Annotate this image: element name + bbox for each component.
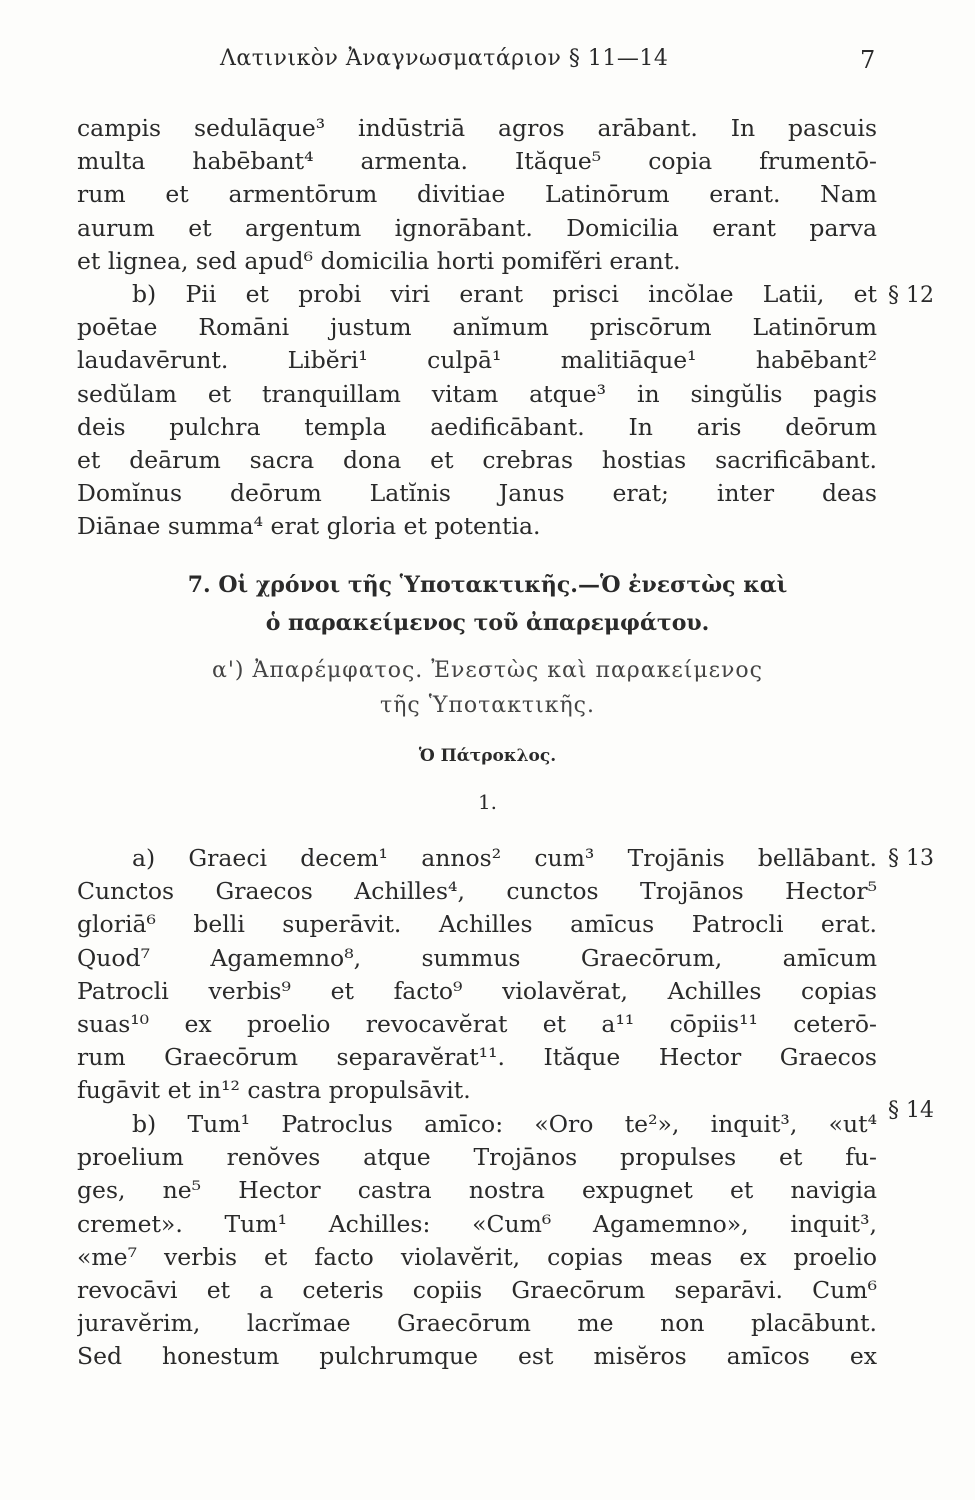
text-line: revocāvi et a ceteris copiis Graecōrum separāvi. Cum⁶: [77, 1275, 877, 1304]
text-line: et lignea, sed apud⁶ domicilia horti pomifĕri erant.: [77, 246, 681, 275]
story-part-number: 1.: [477, 790, 498, 814]
text-line: deis pulchra templa aedificābant. In aris deōrum: [77, 412, 877, 441]
text-line: ges, ne⁵ Hector castra nostra expugnet et navigia: [77, 1176, 877, 1205]
text-line: b) Pii et probi viri erant prisci incŏlae Latii, et: [132, 280, 877, 308]
text-line: «me⁷ verbis et facto violavĕrit, copias meas ex proelio: [77, 1242, 877, 1271]
text-line: laudavērunt. Libĕri¹ culpā¹ malitiāque¹ habēbant²: [77, 346, 877, 375]
page-header: [0, 46, 975, 76]
margin-section-13: § 13: [888, 846, 934, 871]
text-line: Cunctos Graecos Achilles⁴, cunctos Trojānos Hector⁵: [77, 877, 877, 906]
text-line: Patrocli verbis⁹ et facto⁹ violavĕrat, Achilles copias: [77, 976, 877, 1005]
text-line: aurum et argentum ignorābant. Domicilia erant parva: [77, 213, 877, 242]
text-line: et deārum sacra dona et crebras hostias sacrificābant.: [77, 445, 877, 474]
paragraph-latium-farming: [77, 112, 877, 278]
text-line: a) Graeci decem¹ annos² cum³ Trojānis bellābant.: [132, 844, 877, 872]
text-line: Quod⁷ Agamemno⁸, summus Graecōrum, amīcum: [77, 943, 877, 972]
margin-section-14: § 14: [888, 1098, 934, 1123]
text-line: fugāvit et in¹² castra propulsāvit.: [77, 1076, 471, 1105]
subheading-line2: τῆς Ὑποτακτικῆς.: [380, 693, 595, 718]
text-line: poētae Romāni justum anĭmum priscōrum Latinōrum: [77, 313, 877, 342]
paragraph-pii-et-probi: [77, 278, 877, 544]
margin-section-12: § 12: [888, 283, 934, 308]
text-line: b) Tum¹ Patroclus amīco: «Oro te²», inquit³, «ut⁴: [132, 1110, 877, 1138]
page-number: 7: [860, 46, 876, 74]
text-line: Diānae summa⁴ erat gloria et potentia.: [77, 512, 541, 541]
story-title: Ὁ Πάτροκλος.: [418, 746, 557, 766]
section-heading-line1: 7. Οἱ χρόνοι τῆς Ὑποτακτικῆς.—Ὁ ἐνεστὼς καὶ: [187, 572, 788, 598]
text-line: rum Graecōrum separavĕrat¹¹. Ităque Hector Graecos: [77, 1043, 877, 1072]
text-line: campis sedulāque³ indūstriā agros arābant. In pascuis: [77, 114, 877, 142]
text-line: cremet». Tum¹ Achilles: «Cum⁶ Agamemno», inquit³,: [77, 1209, 877, 1238]
paragraph-tum-patroclus: [77, 1108, 877, 1374]
running-head: Λατινικὸν Ἀναγνωσματάριον § 11—14: [220, 46, 669, 71]
section-heading-line2: ὁ παρακείμενος τοῦ ἀπαρεμφάτου.: [265, 610, 710, 636]
subheading-line1: α') Ἀπαρέμφατος. Ἐνεστὼς καὶ παρακείμενος: [211, 658, 764, 683]
text-line: gloriā⁶ belli superāvit. Achilles amīcus Patrocli erat.: [77, 910, 877, 939]
text-line: juravĕrim, lacrĭmae Graecōrum me non placābunt.: [77, 1309, 877, 1338]
text-line: sedŭlam et tranquillam vitam atque³ in singŭlis pagis: [77, 379, 877, 408]
text-line: rum et armentōrum divitiae Latinōrum erant. Nam: [77, 180, 877, 209]
text-line: Domĭnus deōrum Latĭnis Janus erat; inter deas: [77, 479, 877, 508]
text-line: proelium renŏves atque Trojānos propulses et fu-: [77, 1143, 877, 1172]
paragraph-graeci-decem: [77, 842, 877, 1108]
text-line: Sed honestum pulchrumque est misĕros amīcos ex: [77, 1342, 877, 1371]
text-line: multa habēbant⁴ armenta. Ităque⁵ copia frumentō-: [77, 147, 877, 176]
text-line: suas¹⁰ ex proelio revocavĕrat et a¹¹ cōpiis¹¹ ceterō-: [77, 1009, 877, 1038]
